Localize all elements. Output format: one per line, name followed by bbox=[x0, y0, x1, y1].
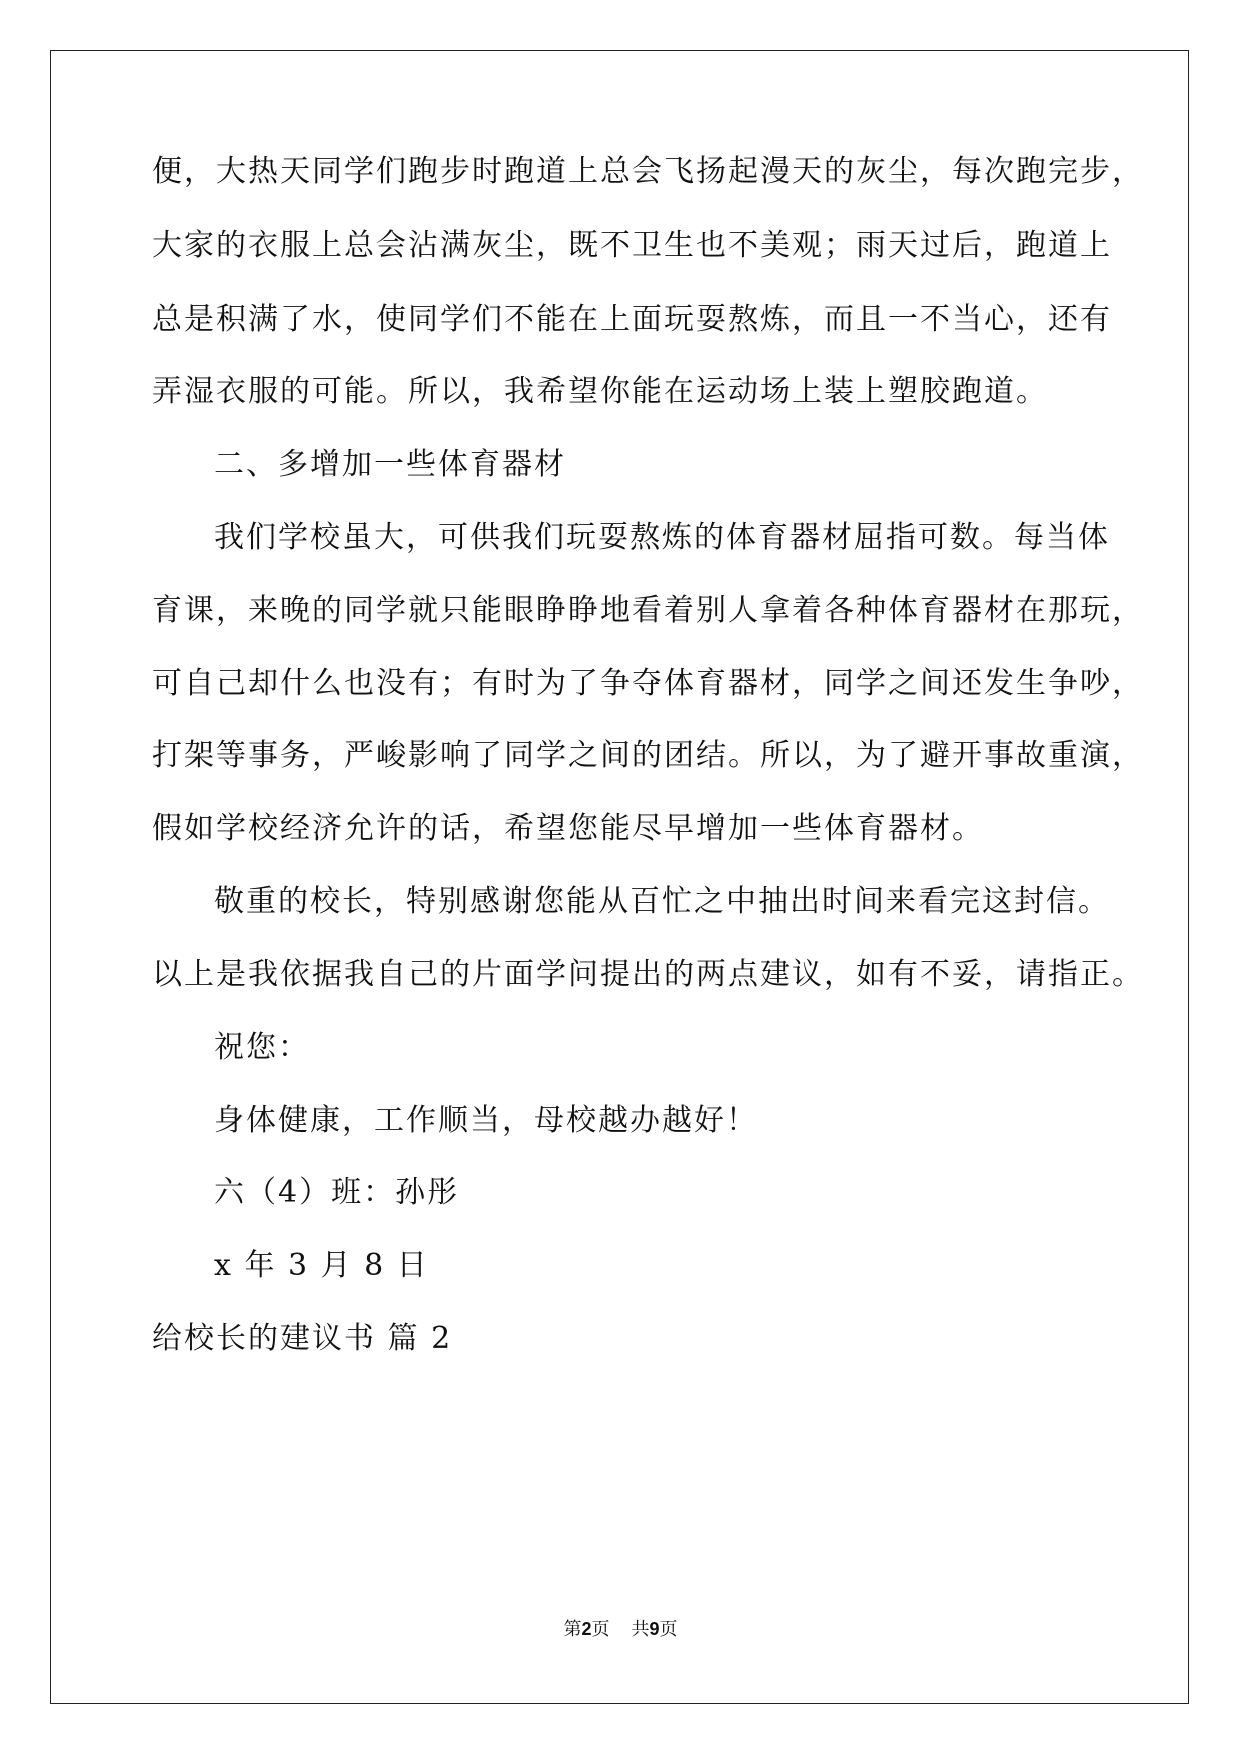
total-suffix: 页 bbox=[659, 1619, 678, 1640]
page-current: 2 bbox=[581, 1619, 592, 1639]
page-prefix: 第 bbox=[563, 1619, 582, 1640]
body-line: 大家的衣服上总会沾满灰尘，既不卫生也不美观；雨天过后，跑道上 bbox=[152, 228, 1112, 263]
page-mid: 页 bbox=[591, 1619, 610, 1640]
salutation: 祝您： bbox=[214, 1030, 310, 1065]
body-line: 我们学校虽大，可供我们玩耍熬炼的体育器材屈指可数。每当体 bbox=[214, 520, 1110, 555]
total-prefix: 共 bbox=[631, 1619, 650, 1640]
page-total: 9 bbox=[649, 1619, 660, 1639]
next-article-title: 给校长的建议书 篇 2 bbox=[152, 1321, 453, 1356]
body-line: 打架等事务，严峻影响了同学之间的团结。所以，为了避开事故重演， bbox=[152, 738, 1144, 773]
date: x 年 3 月 8 日 bbox=[214, 1248, 429, 1283]
section-heading: 二、多增加一些体育器材 bbox=[214, 447, 566, 482]
body-line: 以上是我依据我自己的片面学问提出的两点建议，如有不妥，请指正。 bbox=[152, 957, 1144, 992]
body-line: 敬重的校长，特别感谢您能从百忙之中抽出时间来看完这封信。 bbox=[214, 884, 1110, 919]
body-line: 假如学校经济允许的话，希望您能尽早增加一些体育器材。 bbox=[152, 811, 984, 846]
body-line: 弄湿衣服的可能。所以，我希望你能在运动场上装上塑胶跑道。 bbox=[152, 374, 1048, 409]
body-line: 总是积满了水，使同学们不能在上面玩耍熬炼，而且一不当心，还有 bbox=[152, 302, 1112, 337]
body-line: 可自己却什么也没有；有时为了争夺体育器材，同学之间还发生争吵， bbox=[152, 666, 1144, 701]
page-frame bbox=[50, 50, 1189, 1704]
signature: 六（4）班：孙彤 bbox=[214, 1175, 460, 1210]
page-footer bbox=[0, 1617, 1241, 1642]
body-line: 便，大热天同学们跑步时跑道上总会飞扬起漫天的灰尘，每次跑完步， bbox=[152, 154, 1144, 189]
closing-wish: 身体健康，工作顺当，母校越办越好！ bbox=[214, 1103, 758, 1138]
body-line: 育课，来晚的同学就只能眼睁睁地看着别人拿着各种体育器材在那玩， bbox=[152, 593, 1144, 628]
